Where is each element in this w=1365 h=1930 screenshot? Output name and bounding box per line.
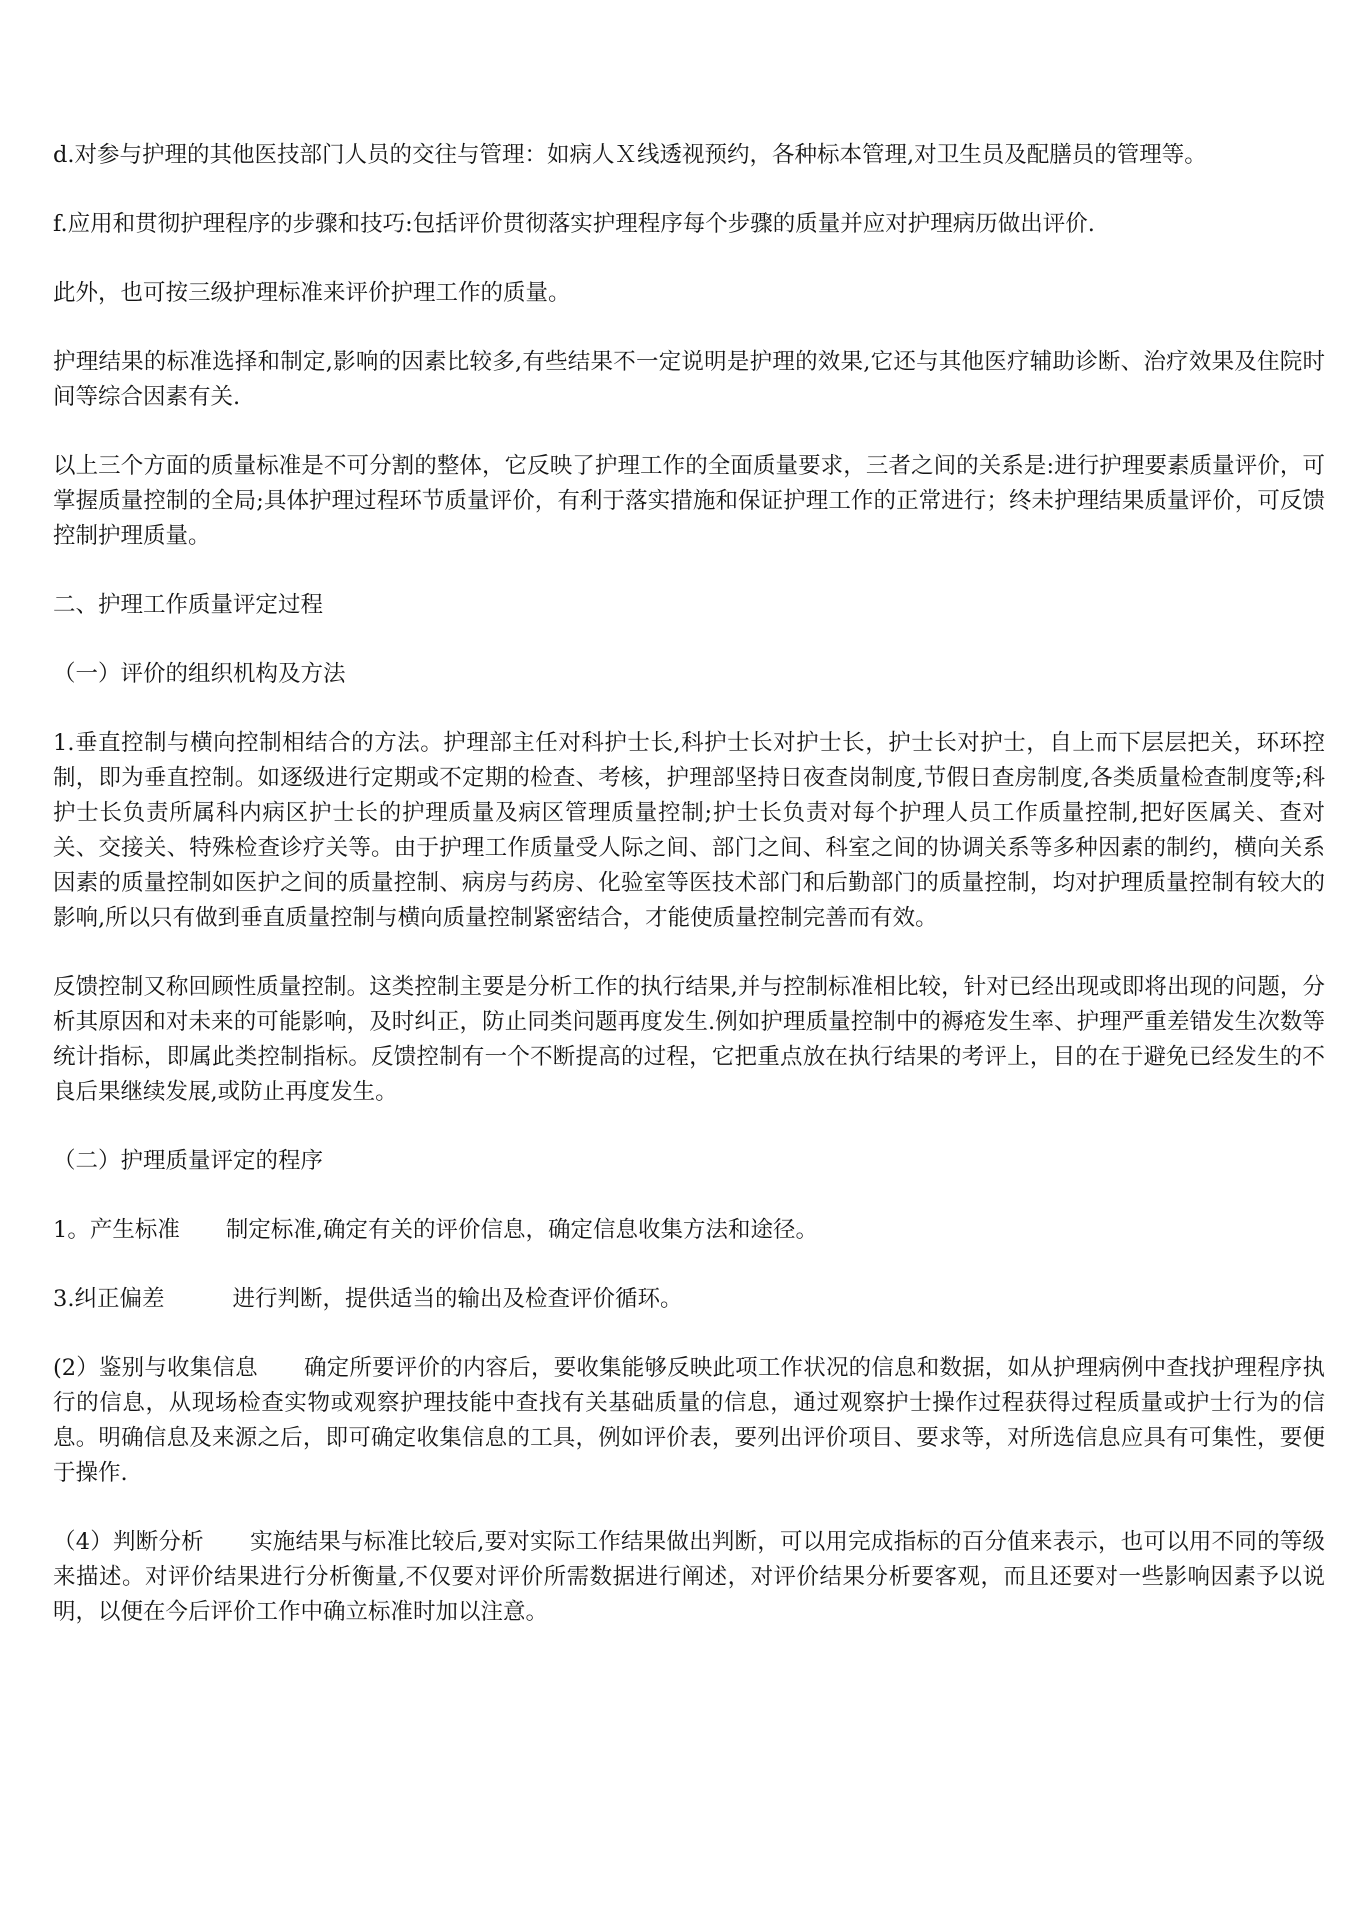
- step-identify-collect-info: [53, 1351, 1325, 1491]
- subsection-heading-procedure: （二）护理质量评定的程序: [53, 1148, 324, 1174]
- paragraph-outcome-standard: 护理结果的标准选择和制定,影响的因素比较多,有些结果不一定说明是护理的效果,它还与其他医疗辅助诊断、治疗效果及住院时间等综合因素有关.: [53, 349, 1325, 410]
- step-label: 3.纠正偏差: [53, 1286, 165, 1312]
- subsection-heading-organization: （一）评价的组织机构及方法: [53, 661, 346, 687]
- section-heading-evaluation-process: 二、护理工作质量评定过程: [53, 592, 324, 618]
- paragraph-feedback-control: 反馈控制又称回顾性质量控制。这类控制主要是分析工作的执行结果,并与控制标准相比较，针对已经出现或即将出现的问题，分析其原因和对未来的可能影响，及时纠正，防止同类问题再度发生.例如护理质量控制中的褥疮发生率、护理严重差错发生次数等统计指标，即属此类控制指标。反馈控制有一个不断提高的过程，它把重点放在执行结果的考评上，目的在于避免已经发生的不良后果继续发展,或防止再度发生。: [53, 974, 1325, 1105]
- step-label: (2）鉴别与收集信息: [53, 1355, 258, 1381]
- step-judge-analyze: [53, 1525, 1325, 1630]
- step-correct-deviation: [53, 1282, 1325, 1317]
- paragraph-three-aspects: 以上三个方面的质量标准是不可分割的整体，它反映了护理工作的全面质量要求，三者之间的关系是:进行护理要素质量评价，可掌握质量控制的全局;具体护理过程环节质量评价，有利于落实措施和保证护理工作的正常进行；终未护理结果质量评价，可反馈控制护理质量。: [53, 453, 1325, 549]
- paragraph-three-level-standard: 此外，也可按三级护理标准来评价护理工作的质量。: [53, 280, 571, 306]
- paragraph-d-liaison: d.对参与护理的其他医技部门人员的交往与管理：如病人Ｘ线透视预约，各种标本管理,对卫生员及配膳员的管理等。: [53, 142, 1207, 168]
- document-page: [53, 138, 1325, 1664]
- step-label: （4）判断分析: [53, 1529, 204, 1555]
- step-text: 确定所要评价的内容后，要收集能够反映此项工作状况的信息和数据，如从护理病例中查找护理程序执行的信息，从现场检查实物或观察护理技能中查找有关基础质量的信息，通过观察护士操作过程获得过程质量或护士行为的信息。明确信息及来源之后，即可确定收集信息的工具，例如评价表，要列出评价项目、要求等，对所选信息应具有可集性，要便于操作.: [53, 1355, 1325, 1486]
- paragraph-vertical-horizontal-control: 1.垂直控制与横向控制相结合的方法。护理部主任对科护士长,科护士长对护士长，护士长对护士，自上而下层层把关，环环控制，即为垂直控制。如逐级进行定期或不定期的检查、考核，护理部坚持日夜查岗制度,节假日查房制度,各类质量检查制度等;科护士长负责所属科内病区护士长的护理质量及病区管理质量控制;护士长负责对每个护理人员工作质量控制,把好医属关、查对关、交接关、特殊检查诊疗关等。由于护理工作质量受人际之间、部门之间、科室之间的协调关系等多种因素的制约，横向关系因素的质量控制如医护之间的质量控制、病房与药房、化验室等医技术部门和后勤部门的质量控制，均对护理质量控制有较大的影响,所以只有做到垂直质量控制与横向质量控制紧密结合，才能使质量控制完善而有效。: [53, 730, 1325, 931]
- step-text: 进行判断，提供适当的输出及检查评价循环。: [232, 1286, 683, 1312]
- step-text: 实施结果与标准比较后,要对实际工作结果做出判断，可以用完成指标的百分值来表示，也可以用不同的等级来描述。对评价结果进行分析衡量,不仅要对评价所需数据进行阐述，对评价结果分析要客观，而且还要对一些影响因素予以说明，以便在今后评价工作中确立标准时加以注意。: [53, 1529, 1325, 1625]
- step-label: 1。产生标准: [53, 1217, 180, 1243]
- step-produce-standard: [53, 1213, 1325, 1248]
- step-text: 制定标准,确定有关的评价信息，确定信息收集方法和途径。: [225, 1217, 818, 1243]
- paragraph-f-nursing-process: f.应用和贯彻护理程序的步骤和技巧:包括评价贯彻落实护理程序每个步骤的质量并应对护理病历做出评价.: [53, 211, 1095, 237]
